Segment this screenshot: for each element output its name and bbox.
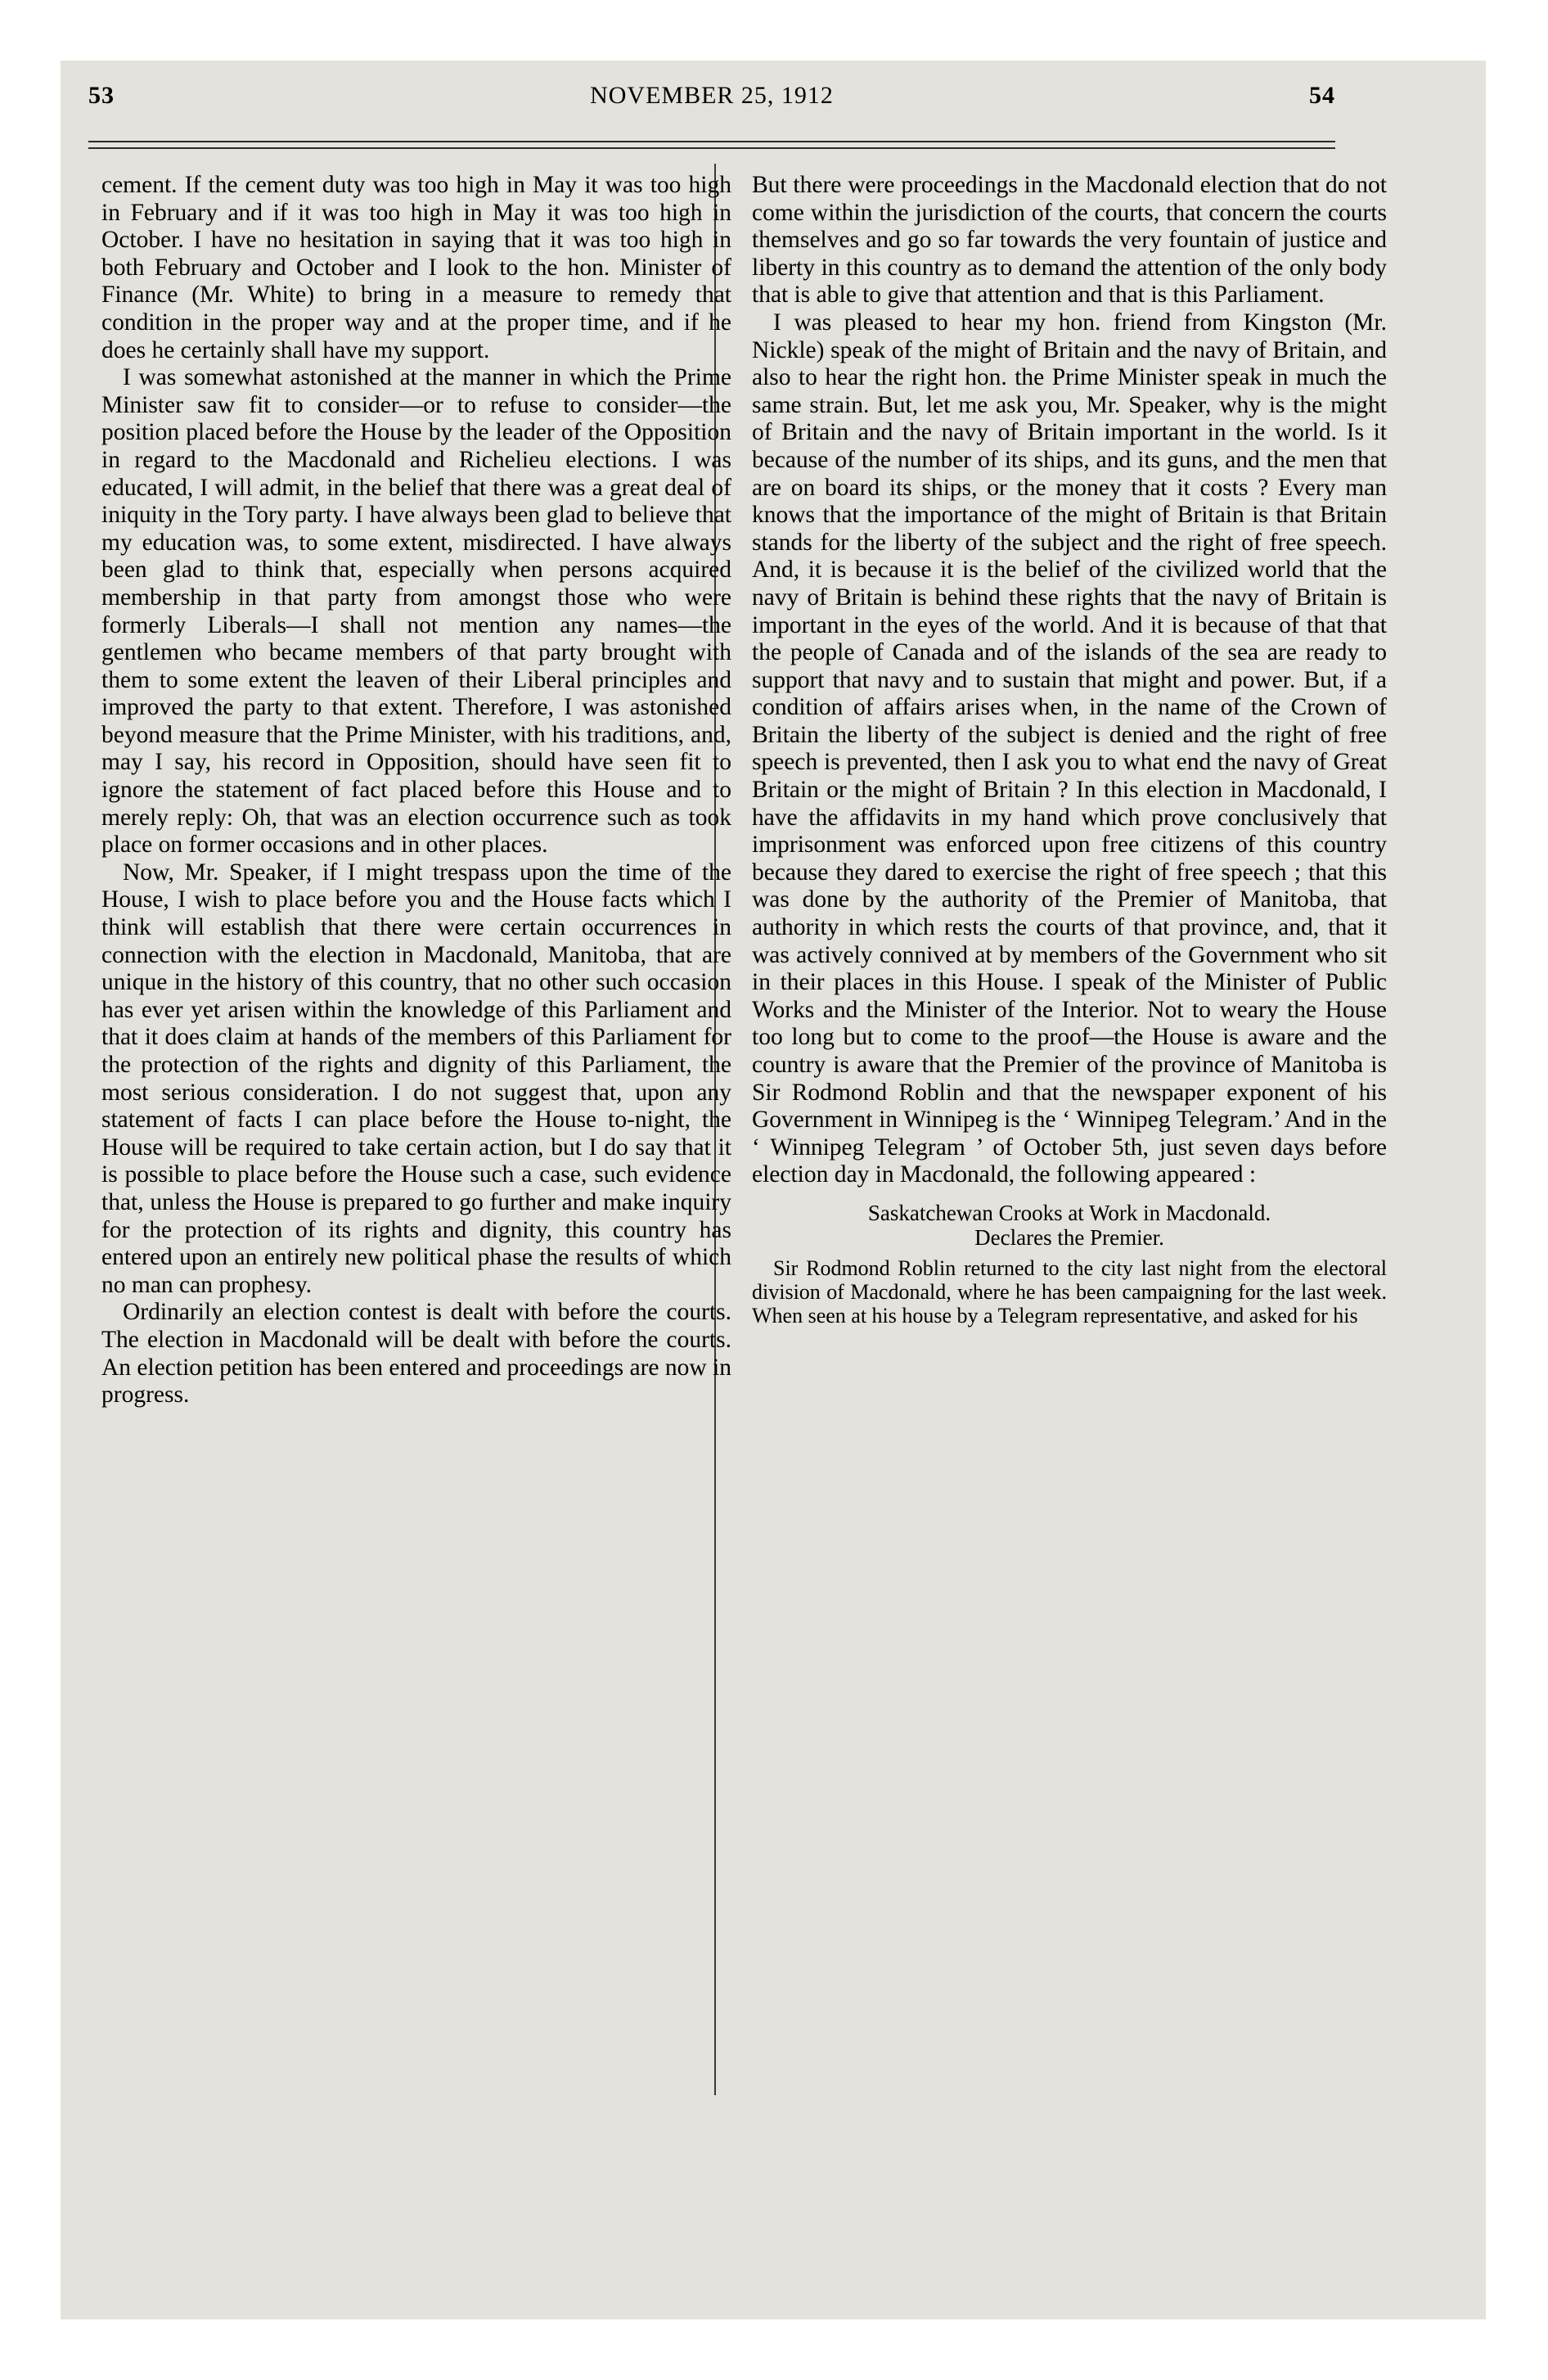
newspaper-quote: Sir Rodmond Roblin returned to the city last night from the electoral division of Macdonald, where he has been campaigning for the last week. When seen at his house by a Telegram representative, and asked for his	[752, 1255, 1387, 1327]
newspaper-heading: Saskatchewan Crooks at Work in Macdonald.	[867, 1200, 1271, 1225]
left-column	[101, 172, 731, 1409]
paragraph: cement. If the cement duty was too high in May it was too high in February and if it was too high in May it was too high in October. I have no hesitation in saying that it was too high in both February and October and I look to the hon. Minister of Finance (Mr. White) to bring in a measure to remedy that condition in the proper way and at the proper time, and if he does he certainly shall have my support.	[101, 172, 731, 363]
right-column	[752, 172, 1387, 1327]
header-rule-bottom	[88, 147, 1335, 149]
page-header	[88, 82, 1335, 131]
paragraph: I was somewhat astonished at the manner in which the Prime Minister saw fit to consider—or to refuse to consider—the position placed before the House by the leader of the Opposition in regard to the Macdonald and Richelieu elections. I was educated, I will admit, in the belief that there was a great deal of iniquity in the Tory party. I have always been glad to believe that my education was, to some extent, misdirected. I have always been glad to think that, especially when persons acquired membership in that party from amongst those who were formerly Liberals—I shall not mention any names—the gentlemen who became members of that party brought with them to some extent the leaven of their Liberal principles and improved the party to that extent. Therefore, I was astonished beyond measure that the Prime Minister, with his traditions, and, may I say, his record in Opposition, should have seen fit to ignore the statement of fact placed before this House and to merely reply: Oh, that was an election occurrence such as took place on former occasions and in other places.	[101, 364, 731, 859]
paragraph: But there were proceedings in the Macdonald election that do not come within the jurisdiction of the courts, that concern the courts themselves and go so far towards the very fountain of justice and liberty in this country as to demand the attention of the only body that is able to give that attention and that is this Parliament.	[752, 172, 1387, 309]
paragraph: I was pleased to hear my hon. friend from Kingston (Mr. Nickle) speak of the might of Britain and the navy of Britain, and also to hear the right hon. the Prime Minister speak in much the same strain. But, let me ask you, Mr. Speaker, why is the might of Britain and the navy of Britain important in the world. Is it because of the number of its ships, and its guns, and the men that are on board its ships, or the money that it costs ? Every man knows that the importance of the might of Britain is that Britain stands for the liberty of the subject and the right of free speech. And, it is because it is the belief of the civilized world that the navy of Britain is behind these rights that the navy of Britain is important in the eyes of the world. And it is because of that that the people of Canada and of the islands of the sea are ready to support that navy and to sustain that might and power. But, if a condition of affairs arises when, in the name of the Crown of Britain the liberty of the subject is denied and the right of free speech is prevented, then I ask you to what end the navy of Great Britain or the might of Britain ? In this election in Macdonald, I have the affidavits in my hand which prove conclusively that imprisonment was enforced upon free citizens of this country because they dared to exercise the right of free speech ; that this was done by the authority of the Premier of Manitoba, that authority in which rests the courts of that province, and, that it was actively connived at by members of the Government who sit in their places in this House. I speak of the Minister of Public Works and the Minister of the Interior. Not to weary the House too long but to come to the proof—the House is aware and the country is aware that the Premier of the province of Manitoba is Sir Rodmond Roblin and that the newspaper exponent of his Government in Winnipeg is the ‘ Winnipeg Telegram.’ And in the ‘ Winnipeg Telegram ’ of October 5th, just seven days before election day in Macdonald, the following appeared :	[752, 309, 1387, 1188]
newspaper-subheading: Declares the Premier.	[974, 1224, 1164, 1250]
paragraph: Now, Mr. Speaker, if I might trespass upon the time of the House, I wish to place before you and the House facts which I think will establish that there were certain occurrences in connection with the election in Macdonald, Manitoba, that are unique in the history of this country, that no other such occasion has ever yet arisen within the knowledge of this Parliament and that it does claim at hands of the members of this Parliament for the protection of the rights and dignity of this Parliament, the most serious consideration. I do not suggest that, upon any statement of facts I can place before the House to-night, the House will be required to take certain action, but I do say that it is possible to place before the House such a case, such evidence that, unless the House is prepared to go further and make inquiry for the protection of its rights and dignity, this country has entered upon an entirely new political phase the results of which no man can prophesy.	[101, 859, 731, 1298]
page-number-left: 53	[88, 82, 115, 109]
header-rule-top	[88, 141, 1335, 142]
page-date: NOVEMBER 25, 1912	[590, 82, 834, 109]
paragraph: Ordinarily an election contest is dealt with before the courts. The election in Macdonald will be dealt with before the courts. An election petition has been entered and proceedings are now in progress.	[101, 1299, 731, 1409]
page-number-right: 54	[1309, 82, 1335, 109]
